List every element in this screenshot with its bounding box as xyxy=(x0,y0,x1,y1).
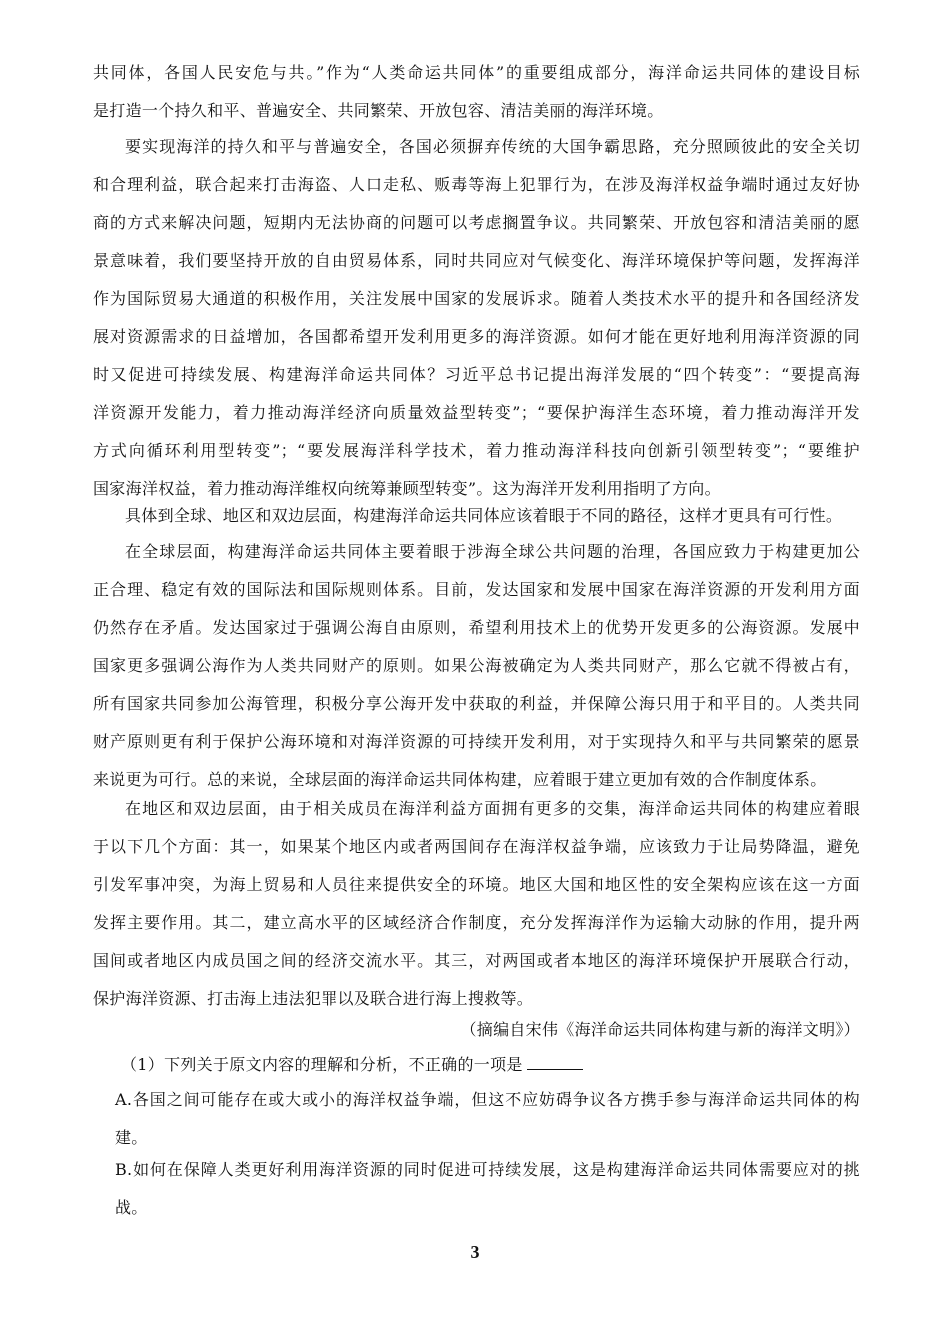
question-1 xyxy=(93,1046,860,1084)
paragraph-5 xyxy=(93,790,860,1018)
text-line: 于以下几个方面：其一，如果某个地区内或者两国间存在海洋权益争端，应该致力于让局势降温，避免 xyxy=(93,837,860,856)
text-line: 洋资源开发能力，着力推动海洋经济向质量效益型转变”；“要保护海洋生态环境，着力推动海洋开发 xyxy=(93,403,860,422)
text-line: 具体到全球、地区和双边层面，构建海洋命运共同体应该着眼于不同的路径，这样才更具有可行性。 xyxy=(125,506,843,525)
text-line: 作为国际贸易大通道的积极作用，关注发展中国家的发展诉求。随着人类技术水平的提升和各国经济发 xyxy=(93,289,860,308)
text-line: 展对资源需求的日益增加，各国都希望开发利用更多的海洋资源。如何才能在更好地利用海洋资源的同 xyxy=(93,327,860,346)
source-note xyxy=(93,1011,860,1049)
text-line: 国家海洋权益，着力推动海洋维权向统筹兼顾型转变”。这为海洋开发利用指明了方向。 xyxy=(93,479,721,498)
text-line: 引发军事冲突，为海上贸易和人员往来提供安全的环境。地区大国和地区性的安全架构应该在这一方面 xyxy=(93,875,860,894)
text-line: 财产原则更有利于保护公海环境和对海洋资源的可持续开发利用，对于实现持久和平与共同繁荣的愿景 xyxy=(93,732,860,751)
source-citation: （摘编自宋伟《海洋命运共同体构建与新的海洋文明》） xyxy=(460,1020,860,1039)
text-line: 方式向循环利用型转变”；“要发展海洋科学技术，着力推动海洋科技向创新引领型转变”；“要维护 xyxy=(93,441,860,460)
option-a-line-1: A.各国之间可能存在或大或小的海洋权益争端，但这不应妨碍争议各方携手参与海洋命运共同体的构 xyxy=(115,1090,860,1109)
option-b-line-1: B.如何在保障人类更好利用海洋资源的同时促进可持续发展，这是构建海洋命运共同体需要应对的挑 xyxy=(115,1160,860,1179)
paragraph-3 xyxy=(93,497,860,535)
paragraph-2 xyxy=(93,128,860,508)
text-line: 共同体，各国人民安危与共。”作为“人类命运共同体”的重要组成部分，海洋命运共同体的建设目标 xyxy=(93,63,860,82)
paragraph-1 xyxy=(93,54,860,130)
text-line: 来说更为可行。总的来说，全球层面的海洋命运共同体构建，应着眼于建立更加有效的合作制度体系。 xyxy=(93,770,827,789)
text-line: 国家更多强调公海作为人类共同财产的原则。如果公海被确定为人类共同财产，那么它就不得被占有， xyxy=(93,656,860,675)
question-prompt xyxy=(93,1046,860,1084)
option-b xyxy=(93,1151,860,1227)
text-line: 要实现海洋的持久和平与普遍安全，各国必须摒弃传统的大国争霸思路，充分照顾彼此的安全关切 xyxy=(125,137,860,156)
text-line: 在全球层面，构建海洋命运共同体主要着眼于涉海全球公共问题的治理，各国应致力于构建更加公 xyxy=(125,542,860,561)
page-number: 3 xyxy=(470,1242,480,1262)
text-line: 在地区和双边层面，由于相关成员在海洋利益方面拥有更多的交集，海洋命运共同体的构建应着眼 xyxy=(125,799,860,818)
text-line: 保护海洋资源、打击海上违法犯罪以及联合进行海上搜救等。 xyxy=(93,989,534,1008)
text-line: 发挥主要作用。其二，建立高水平的区域经济合作制度，充分发挥海洋作为运输大动脉的作用，提升两 xyxy=(93,913,860,932)
text-line: 仍然存在矛盾。发达国家过于强调公海自由原则，希望利用技术上的优势开发更多的公海资源。发展中 xyxy=(93,618,860,637)
text-line: 正合理、稳定有效的国际法和国际规则体系。目前，发达国家和发展中国家在海洋资源的开发利用方面 xyxy=(93,580,860,599)
option-b-line-2: 战。 xyxy=(115,1198,148,1217)
text-line: 时又促进可持续发展、构建海洋命运共同体？习近平总书记提出海洋发展的“四个转变”：“要提高海 xyxy=(93,365,860,384)
text-line: 所有国家共同参加公海管理，积极分享公海开发中获取的利益，并保障公海只用于和平目的。人类共同 xyxy=(93,694,860,713)
text-line: 和合理利益，联合起来打击海盗、人口走私、贩毒等海上犯罪行为，在涉及海洋权益争端时通过友好协 xyxy=(93,175,860,194)
text-line: 国间或者地区内成员国之间的经济交流水平。其三，对两国或者本地区的海洋环境保护开展联合行动， xyxy=(93,951,860,970)
text-line: 商的方式来解决问题，短期内无法协商的问题可以考虑搁置争议。共同繁荣、开放包容和清洁美丽的愿 xyxy=(93,213,860,232)
text-line: 是打造一个持久和平、普遍安全、共同繁荣、开放包容、清洁美丽的海洋环境。 xyxy=(93,101,664,120)
answer-blank xyxy=(527,1055,583,1070)
option-a xyxy=(93,1081,860,1157)
text-line: 景意味着，我们要坚持开放的自由贸易体系，同时共同应对气候变化、海洋环境保护等问题，发挥海洋 xyxy=(93,251,860,270)
question-prompt-text: （1）下列关于原文内容的理解和分析，不正确的一项是 xyxy=(121,1055,523,1074)
option-a-line-2: 建。 xyxy=(115,1128,148,1147)
paragraph-4 xyxy=(93,533,860,799)
